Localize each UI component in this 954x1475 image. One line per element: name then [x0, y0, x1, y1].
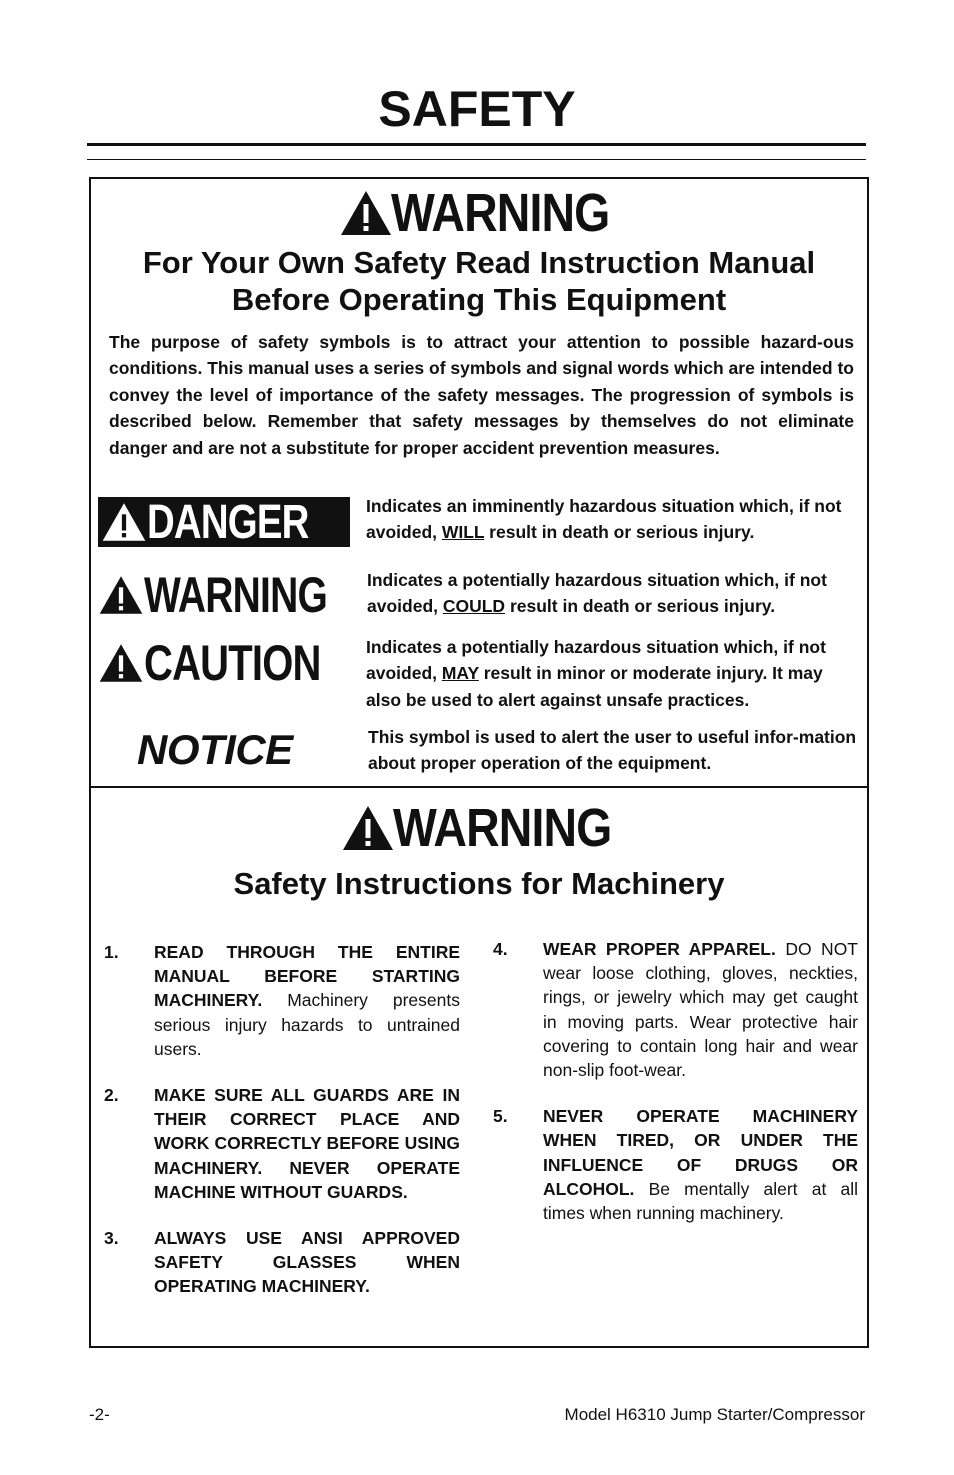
warning-banner-word: WARNING [391, 183, 610, 243]
left-column [104, 940, 460, 1321]
caution-description: Indicates a potentially hazardous situation which, if not avoided, MAY result in minor or moderate injury. It may also be used to alert against unsafe practices. [366, 637, 826, 710]
title-rule-thick [87, 143, 866, 146]
warning-signal [98, 569, 379, 621]
warning-description: Indicates a potentially hazardous situation which, if not avoided, COULD result in death or serious injury. [367, 570, 827, 617]
item-number: 1. [104, 942, 119, 962]
machinery-heading: Safety Instructions for Machinery [233, 866, 725, 901]
page-title: SAFETY [378, 81, 576, 137]
item-number: 2. [104, 1085, 119, 1106]
warning-triangle-icon [98, 573, 144, 617]
list-item: 3. ALWAYS USE ANSI APPROVED SAFETY GLASSES WHEN OPERATING MACHINERY. [104, 1228, 460, 1297]
notice-word: NOTICE [137, 726, 293, 773]
title-rule-thin [87, 159, 866, 160]
item-number: 5. [493, 1106, 508, 1127]
warning-key-word: COULD [442, 596, 506, 617]
safety-symbols-intro: The purpose of safety symbols is to attract your attention to possible hazard-ous conditions. This manual uses a series of symbols and signal words which are intended to convey the level of importance of the safety messages. The progression of symbols is described below. Remember that safety messages by themselves do not eliminate danger and are not a substitute for proper accident prevention measures. [109, 332, 854, 458]
danger-word: DANGER [147, 495, 309, 549]
danger-key-word: WILL [441, 522, 485, 543]
warning-triangle-icon [98, 641, 144, 685]
right-column [493, 937, 858, 1247]
warning-banner [339, 185, 645, 241]
box1-heading [91, 244, 867, 318]
notice-description: This symbol is used to alert the user to useful infor-mation about proper operation of the equipment. [368, 727, 857, 774]
page-number: -2- [89, 1405, 110, 1424]
safety-symbols-box [89, 177, 869, 788]
warning-banner-2 [341, 800, 647, 856]
list-item: 1. READ THROUGH THE ENTIRE MANUAL BEFORE STARTING MACHINERY. Machinery presents serious injury hazards to untrained users. [104, 942, 460, 1059]
box1-heading-line1: For Your Own Safety Read Instruction Manual [142, 245, 816, 280]
warning-triangle-icon [339, 189, 393, 237]
caution-word: CAUTION [144, 635, 321, 691]
list-item: 5. NEVER OPERATE MACHINERY WHEN TIRED, OR UNDER THE INFLUENCE OF DRUGS OR ALCOHOL. Be mentally alert at all times when running machinery. [493, 1106, 858, 1224]
caution-key-word: MAY [441, 663, 479, 684]
model-name: Model H6310 Jump Starter/Compressor [564, 1405, 865, 1424]
list-item: 4. WEAR PROPER APPAREL. DO NOT wear loose clothing, gloves, neckties, rings, or jewelry which may get caught in moving parts. Wear protective hair covering to contain long hair and wear non-slip foot-wear. [493, 939, 858, 1081]
warning-banner-word-2: WARNING [393, 798, 612, 858]
item-number: 3. [104, 1228, 119, 1249]
warning-word: WARNING [144, 567, 328, 623]
warning-triangle-icon [101, 501, 147, 543]
list-item: 2. MAKE SURE ALL GUARDS ARE IN THEIR CORRECT PLACE AND WORK CORRECTLY BEFORE USING MACHINERY. NEVER OPERATE MACHINE WITHOUT GUARDS. [104, 1085, 460, 1202]
danger-description: Indicates an imminently hazardous situation which, if not avoided, WILL result in death or serious injury. [366, 496, 842, 543]
warning-triangle-icon [341, 804, 395, 852]
caution-signal [98, 637, 365, 689]
danger-badge [98, 497, 350, 547]
item-number: 4. [493, 939, 508, 959]
box1-heading-line2: Before Operating This Equipment [231, 282, 727, 317]
machinery-safety-box [89, 786, 869, 1348]
